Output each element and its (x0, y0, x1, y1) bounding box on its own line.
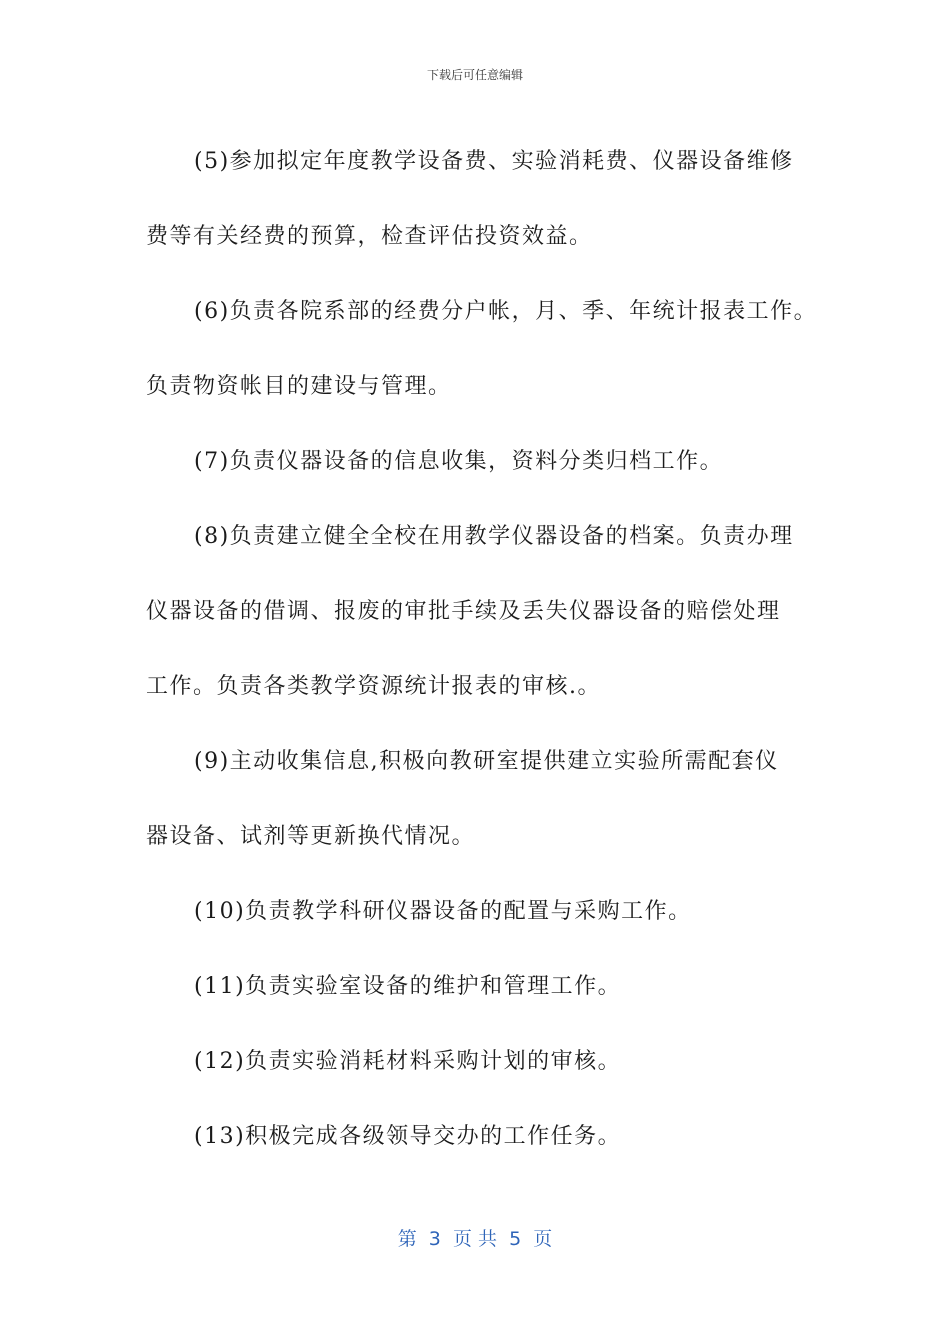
paragraph-11-line-1: (11)负责实验室设备的维护和管理工作。 (194, 974, 622, 999)
paragraph-12-line-1: (12)负责实验消耗材料采购计划的审核。 (194, 1049, 622, 1074)
paragraph-6-line-1: (6)负责各院系部的经费分户帐，月、季、年统计报表工作。 (194, 299, 818, 324)
paragraph-13-line-1: (13)积极完成各级领导交办的工作任务。 (194, 1124, 622, 1149)
paragraph-5-line-2: 费等有关经费的预算，检查评估投资效益。 (146, 224, 593, 249)
paragraph-10-line-1: (10)负责教学科研仪器设备的配置与采购工作。 (194, 899, 692, 924)
document-body (146, 124, 818, 1174)
paragraph-5-line-1: (5)参加拟定年度教学设备费、实验消耗费、仪器设备维修 (194, 149, 794, 174)
paragraph-9-line-2: 器设备、试剂等更新换代情况。 (146, 824, 476, 849)
paragraph-7-line-1: (7)负责仪器设备的信息收集，资料分类归档工作。 (194, 449, 724, 474)
page-header: 下载后可任意编辑 (426, 68, 523, 82)
paragraph-9-line-1: (9)主动收集信息,积极向教研室提供建立实验所需配套仪 (194, 749, 779, 774)
page-number-footer: 第 3 页 共 5 页 (397, 1228, 553, 1250)
paragraph-8-line-3: 工作。负责各类教学资源统计报表的审核.。 (146, 674, 601, 699)
paragraph-6-line-2: 负责物资帐目的建设与管理。 (146, 374, 452, 399)
paragraph-8-line-2: 仪器设备的借调、报废的审批手续及丢失仪器设备的赔偿处理 (146, 599, 781, 624)
paragraph-8-line-1: (8)负责建立健全全校在用教学仪器设备的档案。负责办理 (194, 524, 794, 549)
